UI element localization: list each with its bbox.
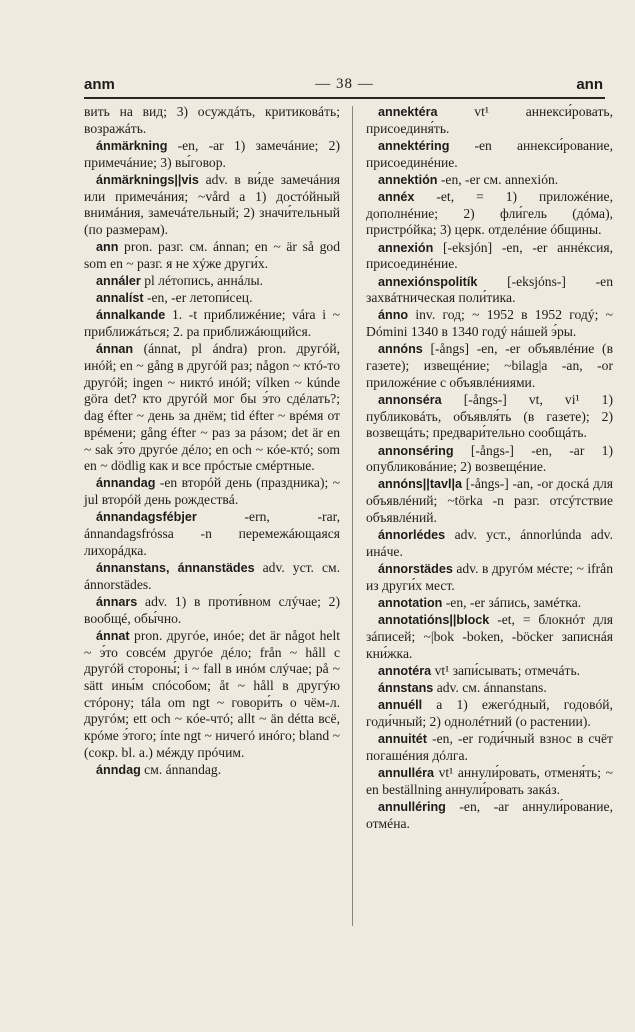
- entry-definition: -en, -er годи́чный взнос в счёт погашéния дóлга.: [366, 731, 613, 763]
- dictionary-entry: [366, 561, 613, 594]
- entry-definition: -en, -ar аннули́рование, отмéна.: [366, 798, 613, 831]
- entry-headword: annonséra: [378, 392, 442, 407]
- entry-headword: annektéra: [378, 105, 438, 119]
- dictionary-entry: [84, 273, 340, 290]
- dictionary-entry: [84, 290, 340, 307]
- dictionary-entry: [366, 612, 613, 662]
- dictionary-entry: [366, 274, 613, 307]
- dictionary-entry: [366, 240, 613, 273]
- header-left-guide-word: anm: [84, 76, 115, 93]
- dictionary-entry: [366, 595, 613, 612]
- entry-definition: [-ångs-] -en, -ar 1) опубликовáние; 2) возвещéние.: [366, 442, 613, 475]
- entry-headword: annóns||tavl|a: [378, 477, 463, 492]
- entry-headword: ánnars: [96, 594, 138, 609]
- entry-headword: ánnstans: [378, 680, 434, 695]
- entry-definition: -ern, -rar, ánnandagsfrόssa -n перемежáющаяся лихорáдка.: [84, 509, 340, 558]
- dictionary-entry: [84, 594, 340, 627]
- entry-definition: pron. другóе, инóе; det är något helt ~ э́то совсéм другóе дéло; från ~ håll с другóй стороны́; i ~ fall в инóм слýчае; på ~ sätt ины́м спóсобом; åt ~ håll в другýю стóрону; tála om ngt ~ говори́ть о чём-л. другóм; ett och ~ кóе-чтó; allt ~ än détta всё, крóме э́того; ínte ngt ~ ничегó инóго; bland ~ (сокр. bl. a.) мéжду прóчим.: [84, 627, 340, 760]
- dictionary-entry: [84, 560, 340, 593]
- entry-headword: annulléra: [378, 765, 434, 780]
- dictionary-entry: [366, 680, 613, 697]
- dictionary-entry: [84, 509, 340, 559]
- entry-definition: -en аннекси́рование, присоединéние.: [366, 137, 613, 170]
- entry-headword: annuitét: [378, 732, 427, 747]
- entry-headword: annalíst: [96, 291, 144, 306]
- entry-headword: ánnandagsfébjer: [96, 510, 197, 525]
- dictionary-entry: [366, 392, 613, 442]
- dictionary-entry: [366, 765, 613, 798]
- entry-headword: ánndag: [96, 762, 141, 777]
- entry-headword: annóns: [378, 342, 423, 357]
- entry-headword: annonséring: [378, 443, 454, 458]
- entry-definition: pron. разг. см. ánnan; en ~ är så god som en ~ разг. я не хýже други́х.: [84, 239, 340, 271]
- entry-headword: ánnan: [96, 342, 134, 357]
- entry-headword: ann: [96, 240, 119, 255]
- entry-headword: annulléring: [378, 799, 446, 814]
- entry-definition: adv. уст. см. ánnorstädes.: [84, 559, 340, 592]
- dictionary-entry: [84, 341, 340, 475]
- entry-definition: -en, -er см. annexión.: [437, 171, 559, 187]
- entry-definition: -en вторóй день (праздника); ~ jul вторóй день рождествá.: [84, 475, 340, 508]
- entry-definition: adv. 1) в проти́вном слýчае; 2) вообщé, обы́чно.: [84, 593, 340, 626]
- entry-definition: -en, -er зáпись, замéтка.: [442, 594, 582, 610]
- dictionary-entry: [366, 443, 613, 476]
- entry-definition: -et, = 1) приложéние, дополнéние; 2) фли́гель (дóма), пристрóйка; 3) церк. отделéние óбщины.: [366, 189, 613, 238]
- dictionary-entry: [84, 628, 340, 762]
- entry-definition: adv. в ви́де замечáния или примечáния; ~vård a 1) достóйный внимáния, замечáтельный; 2) значи́тельный (по размерам).: [84, 171, 340, 237]
- entry-definition: см. ánnandag.: [140, 761, 222, 777]
- entry-headword: annotatións||block: [378, 613, 490, 628]
- dictionary-entry: [366, 341, 613, 391]
- dictionary-entry: [366, 189, 613, 239]
- dictionary-entry: [84, 172, 340, 239]
- entry-headword: annéx: [378, 190, 415, 205]
- entry-headword: ánmärknings||vis: [96, 172, 199, 187]
- dictionary-entry: [84, 104, 340, 137]
- entry-definition: 1. -t приближéние; vára i ~ приближáться; 2. pa приближáющийся.: [84, 307, 340, 340]
- dictionary-entry: [366, 663, 613, 680]
- entry-headword: annexión: [378, 240, 434, 255]
- dictionary-entry: [366, 731, 613, 764]
- page-number: — 38 —: [315, 76, 374, 92]
- entry-definition: adv. см. ánnanstans.: [433, 679, 547, 695]
- entry-definition: [-eksjóns-] -en захвáтническая поли́тика.: [366, 273, 613, 306]
- dictionary-entry: [366, 697, 613, 730]
- dictionary-entry: [366, 138, 613, 171]
- entry-definition: -en, -ar 1) замечáние; 2) примечáние; 3) вы́говор.: [84, 137, 340, 170]
- entry-headword: annexiónspolitík: [378, 274, 478, 289]
- entry-headword: ánmärkning: [96, 138, 168, 153]
- column-divider: [352, 106, 353, 926]
- entry-headword: annotéra: [378, 663, 432, 678]
- header-rule: [84, 97, 605, 99]
- entry-headword: ánnorstädes: [378, 561, 453, 576]
- left-column: [84, 104, 340, 779]
- entry-definition: [-ångs-] vt, vi¹ 1) публиковáть, объявля́ть (в газете); 2) возвещáть; предвари́тельно сообщáть.: [366, 391, 613, 441]
- entry-definition: [-ångs-] -an, -or доскá для объявлéний; ~törka -n разг. отсýтствие объявлéний.: [366, 476, 613, 525]
- entry-definition: adv. в другóм мéсте; ~ ifrån из други́х мест.: [366, 560, 613, 593]
- entry-definition: -en, -er летопи́сец.: [143, 290, 253, 306]
- entry-headword: annuéll: [378, 698, 423, 713]
- entry-definition: (ánnat, pl ándra) pron. другóй, инóй; en ~ gång в другóй раз; någon ~ ктó-то другóй; ingen ~ никтó инóй; vílken ~ kúnde göra det? кто другóй мог бы э́то сдéлать?; dag éfter ~ день за днём; tid éfter ~ врéмя от врéмени; gång éfter ~ раз за рáзом; det är en ~ sak э́то другóе дéло; en och ~ кóе-ктó; som en ~ dödlig как и все прóстые смéртные.: [84, 341, 340, 474]
- entry-definition: вить на вид; 3) осуждáть, критиковáть; возражáть.: [84, 104, 340, 136]
- entry-headword: ánnanstans, ánnanstädes: [96, 560, 255, 575]
- dictionary-entry: [366, 476, 613, 526]
- dictionary-entry: [366, 104, 613, 137]
- dictionary-entry: [366, 527, 613, 560]
- entry-definition: adv. уст., ánnorlúnda adv. инáче.: [366, 527, 613, 559]
- dictionary-entry: [84, 239, 340, 272]
- page-header: [84, 74, 605, 98]
- entry-definition: inv. год; ~ 1952 в 1952 годý; ~ Dómini 1340 в 1340 годý нáшей э́ры.: [366, 307, 613, 340]
- entry-headword: annektéring: [378, 138, 450, 153]
- entry-headword: ánno: [378, 308, 409, 323]
- entry-definition: [-eksjón] -en, -er аннéксия, присоединéние.: [366, 239, 613, 272]
- entry-definition: [-ångs] -en, -er объявлéние (в газете); извещéние; ~bilag|a -an, -or приложéние с объявлéниями.: [366, 341, 613, 390]
- entry-definition: a 1) ежегóдный, годовóй, годи́чный; 2) однолéтний (о растении).: [366, 697, 613, 729]
- entry-headword: annáler: [96, 274, 141, 289]
- entry-headword: ánnat: [96, 628, 130, 643]
- dictionary-entry: [84, 138, 340, 171]
- header-right-guide-word: ann: [576, 76, 603, 93]
- dictionary-entry: [366, 172, 613, 189]
- dictionary-entry: [366, 307, 613, 340]
- entry-definition: vt¹ аннули́ровать, отменя́ть; ~ en beställning аннули́ровать закáз.: [366, 764, 613, 797]
- entry-definition: vt¹ запи́сывать; отмечáть.: [431, 662, 581, 678]
- entry-headword: annotation: [378, 595, 443, 610]
- dictionary-entry: [84, 475, 340, 508]
- entry-headword: ánnalkande: [96, 308, 166, 323]
- entry-definition: vt¹ аннекси́ровать, присоединя́ть.: [366, 104, 613, 136]
- entry-headword: annektión: [378, 172, 438, 187]
- entry-definition: -et, = блокнóт для зáписей; ~|bok -boken, -böcker записнáя кни́жка.: [366, 612, 613, 661]
- right-column: [366, 104, 613, 833]
- entry-headword: ánnandag: [96, 476, 156, 491]
- dictionary-entry: [366, 799, 613, 832]
- dictionary-entry: [84, 762, 340, 779]
- entry-headword: ánnorlédes: [378, 528, 446, 543]
- dictionary-entry: [84, 307, 340, 340]
- entry-definition: pl лéтопись, аннáлы.: [140, 273, 264, 289]
